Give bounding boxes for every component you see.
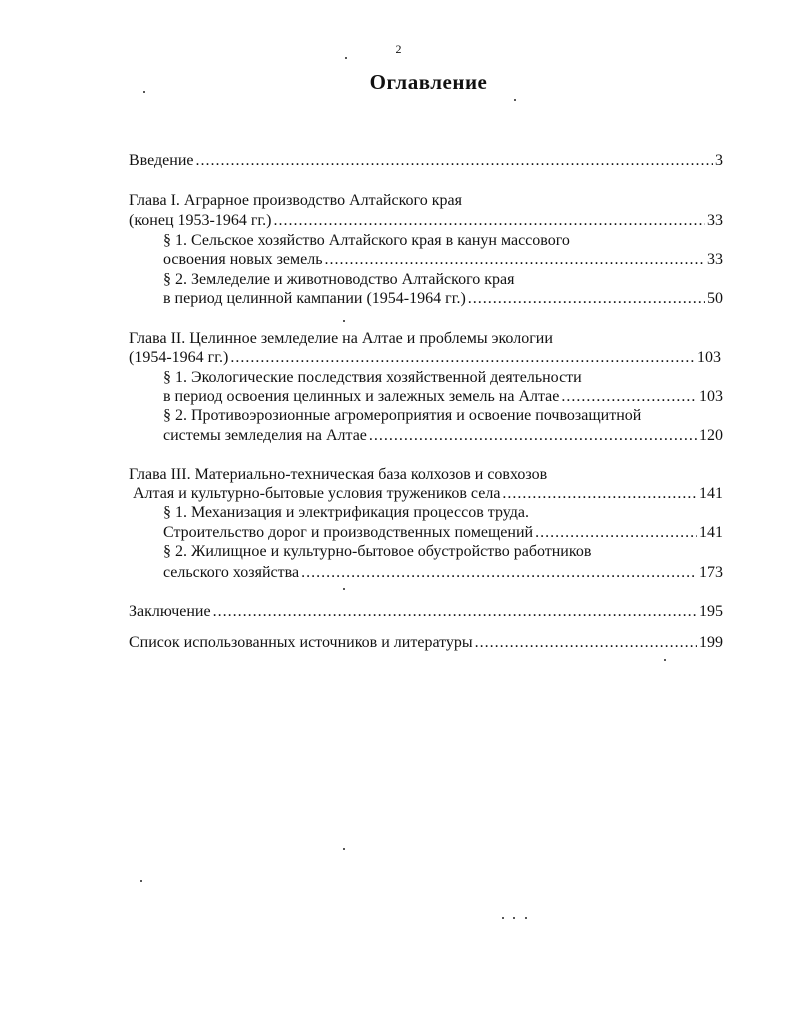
toc-page-number: 195 [699, 603, 723, 620]
dot-leader [561, 387, 697, 407]
toc-section-2-1-entry [163, 387, 723, 407]
toc-section-2-2-entry [163, 426, 723, 446]
toc-entry-label: в период целинной кампании (1954-1964 гг.) [163, 290, 466, 307]
toc-section-3-2-title: § 2. Жилищное и культурно-бытовое обустройство работников [163, 543, 592, 560]
toc-section-3-1-title: § 1. Механизация и электрификация процессов труда. [163, 504, 530, 521]
toc-section-3-1-entry [163, 523, 723, 543]
toc-page-number: 33 [707, 251, 723, 268]
toc-page-number: 199 [699, 634, 723, 651]
dot-leader [213, 602, 697, 622]
toc-entry-label: (1954-1964 гг.) [129, 349, 229, 366]
toc-entry-label: освоения новых земель [163, 251, 323, 268]
toc-entry-label: Строительство дорог и производственных помещений [163, 524, 534, 541]
dot-leader [475, 633, 697, 653]
toc-section-3-2-entry [163, 563, 723, 583]
toc-page-number: 50 [707, 290, 723, 307]
scan-speck [525, 917, 527, 919]
scan-speck [143, 91, 145, 93]
dot-leader [301, 563, 697, 583]
dot-leader [196, 151, 714, 171]
toc-entry-label: Введение [129, 152, 194, 169]
toc-section-1-1-title: § 1. Сельское хозяйство Алтайского края в канун массового [163, 232, 570, 249]
dot-leader [502, 484, 697, 504]
toc-page-number: 141 [699, 485, 723, 502]
page-title: Оглавление [369, 70, 488, 94]
scan-speck [343, 320, 345, 322]
toc-entry-label: системы земледелия на Алтае [163, 427, 367, 444]
toc-page-number: 120 [699, 427, 723, 444]
toc-page-number: 103 [697, 349, 721, 366]
toc-entry-intro [129, 151, 723, 171]
toc-chapter-1-title: Глава I. Аграрное производство Алтайского края [129, 192, 462, 209]
dot-leader [325, 250, 705, 270]
page-number: 2 [395, 42, 402, 56]
dot-leader [468, 289, 705, 309]
toc-page-number: 173 [699, 564, 723, 581]
toc-entry-label: Список использованных источников и литературы [129, 634, 473, 651]
toc-section-2-2-title: § 2. Противоэрозионные агромероприятия и освоение почвозащитной [163, 407, 642, 424]
dot-leader [535, 523, 697, 543]
toc-entry-sources [129, 633, 723, 653]
toc-page-number: 103 [699, 388, 723, 405]
toc-entry-conclusion [129, 602, 723, 622]
toc-chapter-3-title: Глава III. Материально-техническая база колхозов и совхозов [129, 466, 548, 483]
toc-page-number: 141 [699, 524, 723, 541]
dot-leader [230, 348, 695, 368]
toc-page-number: 33 [707, 212, 723, 229]
toc-entry-label: сельского хозяйства [163, 564, 300, 581]
scan-speck [664, 659, 666, 661]
toc-chapter-1-entry [129, 211, 723, 231]
toc-chapter-3-entry [133, 484, 723, 504]
scan-speck [140, 880, 142, 882]
toc-section-1-1-entry [163, 250, 723, 270]
scan-speck [343, 588, 345, 590]
toc-entry-label: в период освоения целинных и залежных земель на Алтае [163, 388, 560, 405]
toc-section-1-2-title: § 2. Земледелие и животноводство Алтайского края [163, 271, 515, 288]
dot-leader [369, 426, 697, 446]
toc-entry-label: Заключение [129, 603, 211, 620]
toc-entry-label: (конец 1953-1964 гг.) [129, 212, 272, 229]
scan-speck [343, 848, 345, 850]
toc-page-number: 3 [715, 152, 723, 169]
toc-section-1-2-entry [163, 289, 723, 309]
toc-chapter-2-title: Глава II. Целинное земледелие на Алтае и проблемы экологии [129, 330, 553, 347]
toc-section-2-1-title: § 1. Экологические последствия хозяйственной деятельности [163, 369, 582, 386]
toc-chapter-2-entry [129, 348, 721, 368]
toc-entry-label: Алтая и культурно-бытовые условия тружеников села [133, 485, 501, 502]
scan-speck [513, 917, 515, 919]
scan-speck [345, 57, 347, 59]
dot-leader [274, 211, 706, 231]
scan-speck [502, 917, 504, 919]
scan-speck [514, 99, 516, 101]
